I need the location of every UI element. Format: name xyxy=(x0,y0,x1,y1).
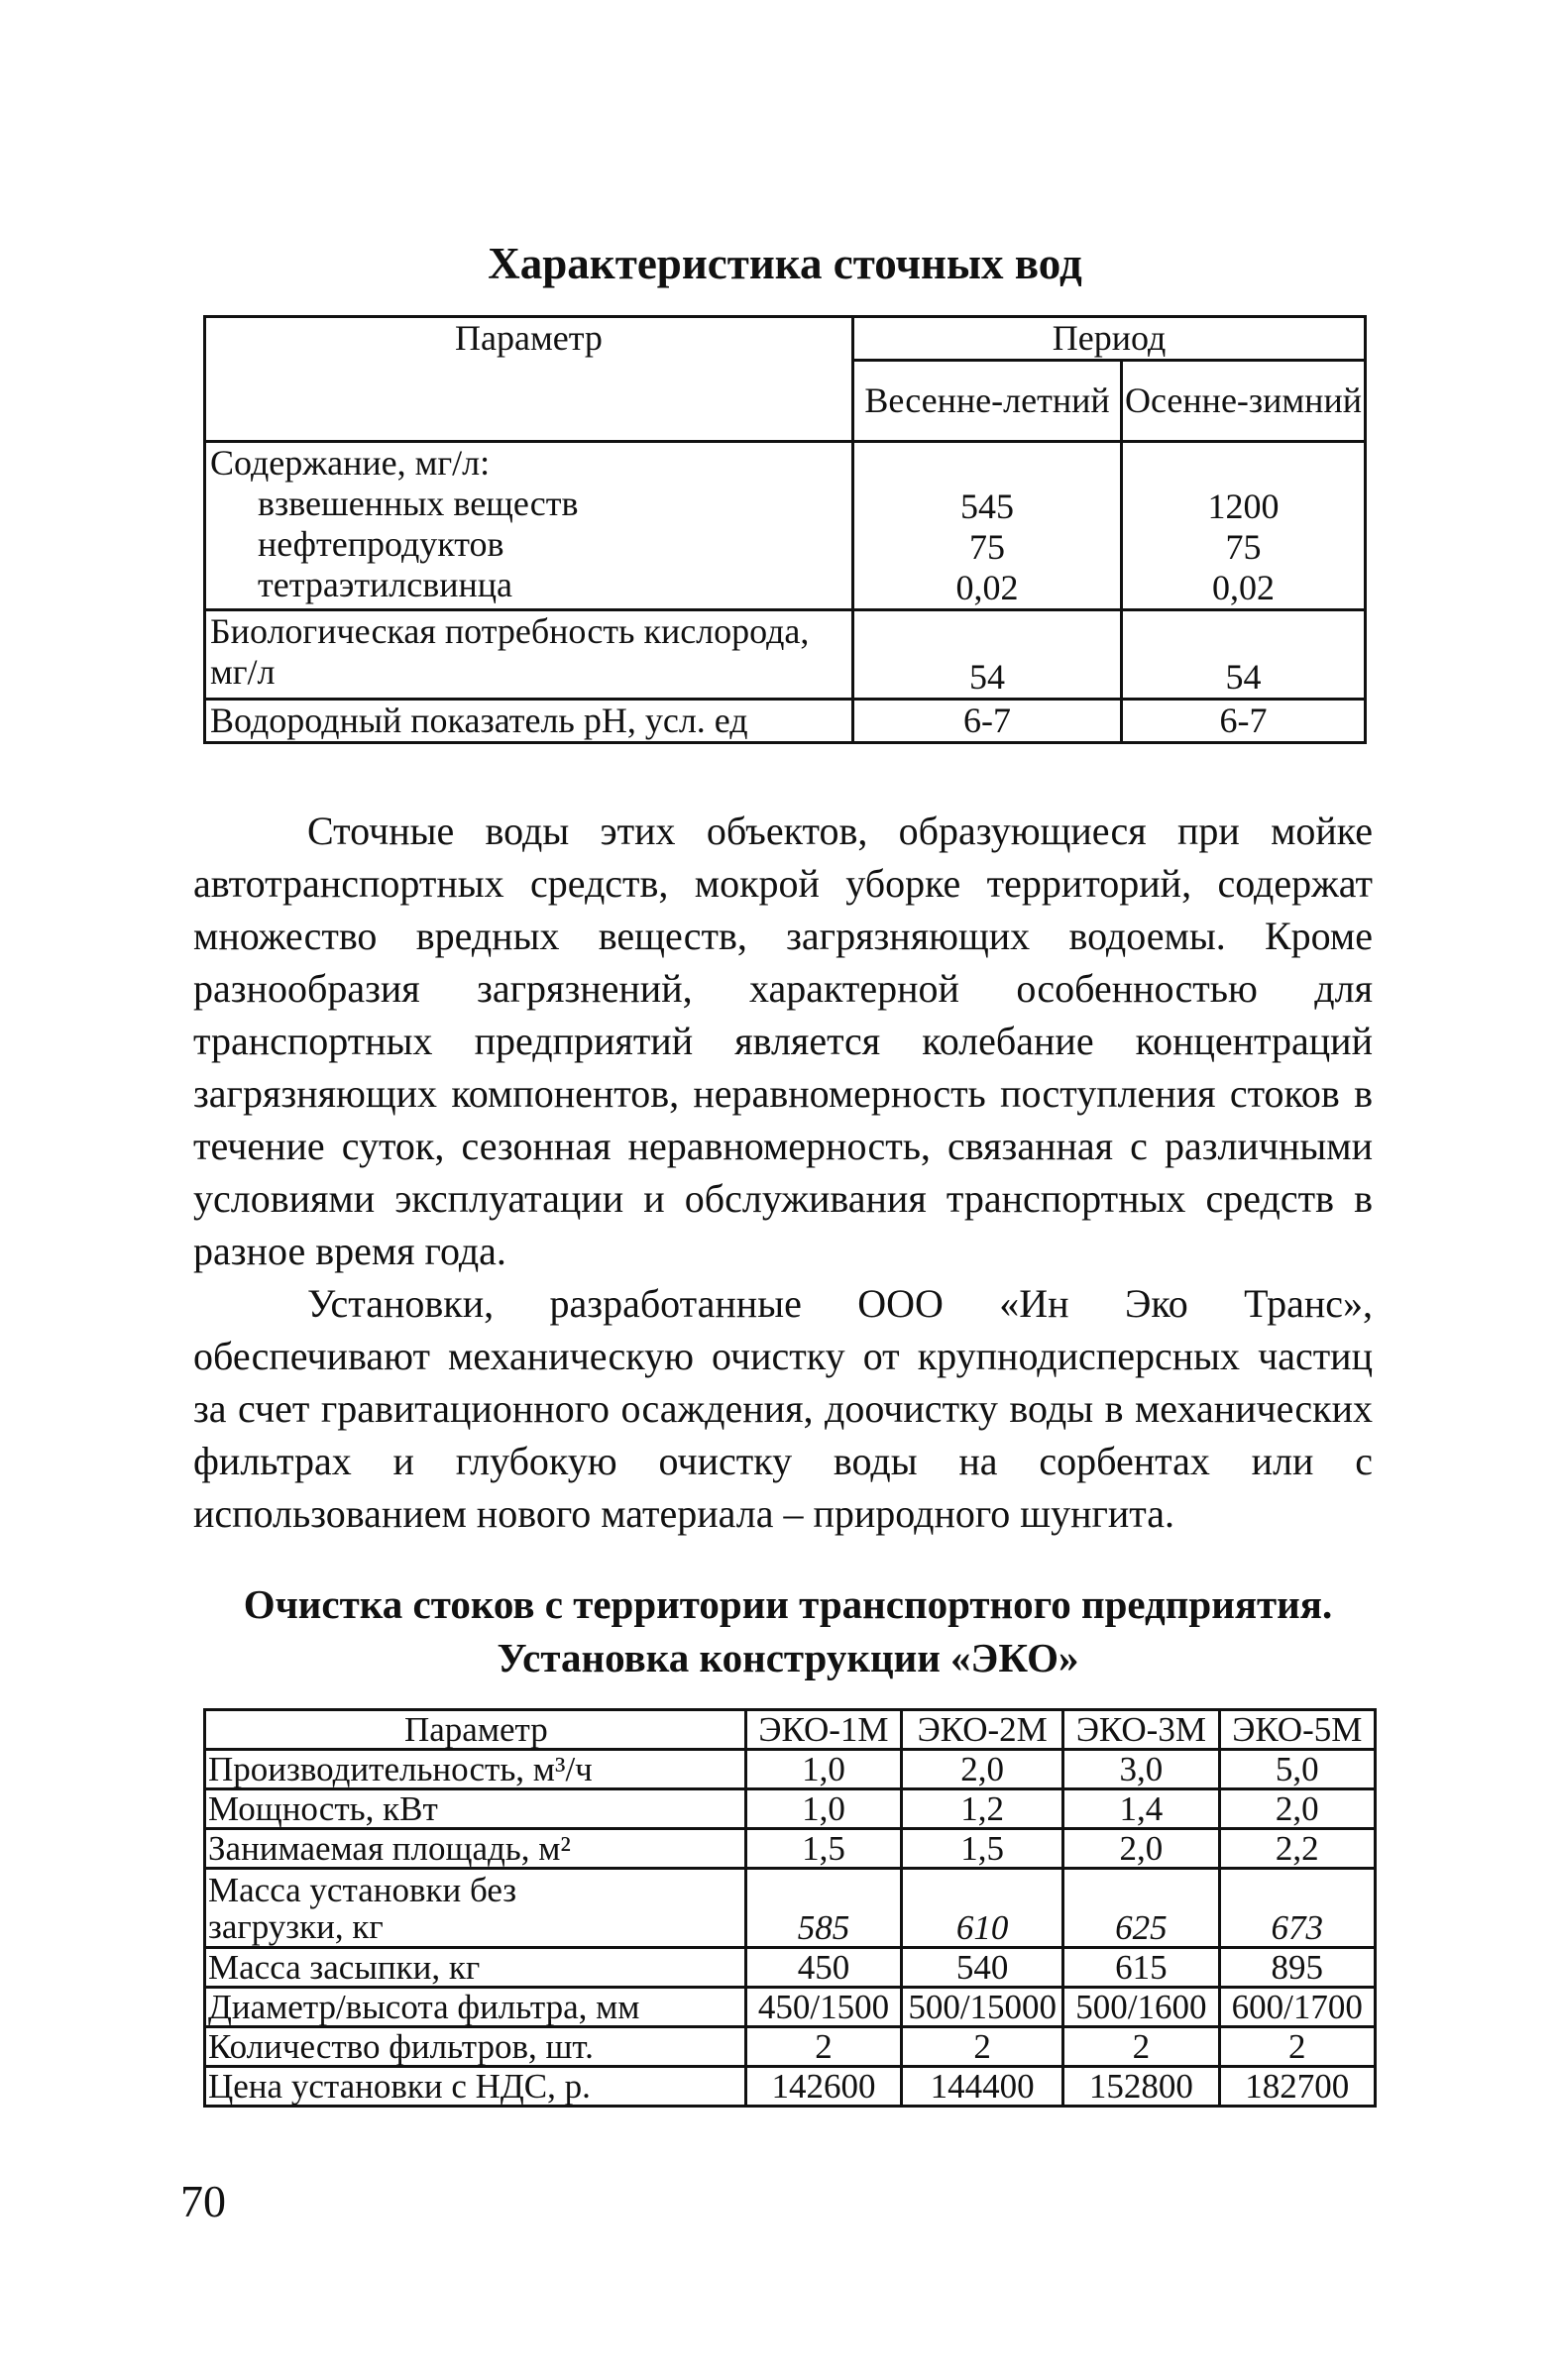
table2-cell: 615 xyxy=(1063,1948,1219,1988)
table1-cell: 545 xyxy=(960,487,1014,526)
table1-cell: 75 xyxy=(1225,527,1262,567)
table1-cell: 0,02 xyxy=(955,568,1019,607)
table2-cell: 1,5 xyxy=(745,1829,901,1869)
table2-row-label: Диаметр/высота фильтра, мм xyxy=(205,1988,746,2027)
table2-row-label: Производительность, м³/ч xyxy=(205,1750,746,1789)
table1-row-label: нефтепродуктов xyxy=(258,524,504,564)
table1-header-autumn: Осенне-зимний xyxy=(1122,361,1366,442)
table2-row-label: Количество фильтров, шт. xyxy=(205,2027,746,2067)
table1-title: Характеристика сточных вод xyxy=(488,239,1082,288)
table2-cell: 625 xyxy=(1063,1869,1219,1948)
wastewater-characteristics-table xyxy=(203,315,1367,744)
table2-cell: 1,0 xyxy=(745,1750,901,1789)
table2-row-label: Мощность, кВт xyxy=(205,1789,746,1829)
table1-group-label: Содержание, мг/л: xyxy=(210,443,491,483)
table2-cell: 2 xyxy=(1063,2027,1219,2067)
table1-cell: 54 xyxy=(1122,610,1366,700)
table1-row-label: тетраэтилсвинца xyxy=(258,565,513,604)
table2-cell: 500/1600 xyxy=(1063,1988,1219,2027)
table1-row-label: взвешенных веществ xyxy=(258,484,579,523)
table2-cell: 2 xyxy=(745,2027,901,2067)
table2-row-label: Занимаемая площадь, м² xyxy=(205,1829,746,1869)
table1-cell: 54 xyxy=(853,610,1122,700)
table2-row-label: Масса засыпки, кг xyxy=(205,1948,746,1988)
table2-cell: 1,5 xyxy=(902,1829,1063,1869)
table1-autumn-values xyxy=(1122,442,1366,610)
table2-cell: 5,0 xyxy=(1219,1750,1375,1789)
table2-cell: 144400 xyxy=(902,2067,1063,2107)
table1-cell: 0,02 xyxy=(1212,568,1275,607)
paragraph: Установки, разработанные ООО «Ин Эко Транс», обеспечивают механическую очистку от крупнодисперсных частиц за счет гравитационного осаждения, доочистку воды в механических фильтрах и глубокую очистку воды на сорбентах или с использованием нового материала – природного шунгита. xyxy=(193,1281,1373,1536)
table2-cell: 600/1700 xyxy=(1219,1988,1375,2027)
table2-cell: 1,0 xyxy=(745,1789,901,1829)
table2-cell: 2,0 xyxy=(1063,1829,1219,1869)
table2-cell: 182700 xyxy=(1219,2067,1375,2107)
body-text xyxy=(193,805,1373,1540)
table2-cell: 540 xyxy=(902,1948,1063,1988)
table1-content-group xyxy=(205,442,853,610)
table1-header-param: Параметр xyxy=(205,317,853,442)
table2-cell: 2 xyxy=(1219,2027,1375,2067)
table1-header-spring: Весенне-летний xyxy=(853,361,1122,442)
table1-bod-label: Биологическая потребность кислорода, мг/л xyxy=(205,610,853,700)
table2-title-line: Очистка стоков с территории транспортного предприятия. xyxy=(243,1581,1333,1627)
table2-cell: 1,4 xyxy=(1063,1789,1219,1829)
table2-header-cell: Параметр xyxy=(205,1710,746,1750)
table1-spring-values xyxy=(853,442,1122,610)
table2-cell: 2,0 xyxy=(902,1750,1063,1789)
table2-header-cell: ЭКО-1М xyxy=(745,1710,901,1750)
table2-cell: 152800 xyxy=(1063,2067,1219,2107)
table1-cell: 6-7 xyxy=(853,700,1122,743)
table2-cell: 585 xyxy=(745,1869,901,1948)
page-number: 70 xyxy=(180,2176,226,2226)
table1-ph-label: Водородный показатель pH, усл. ед xyxy=(205,700,853,743)
table2-cell: 1,2 xyxy=(902,1789,1063,1829)
table2-cell: 3,0 xyxy=(1063,1750,1219,1789)
table2-header-cell: ЭКО-2М xyxy=(902,1710,1063,1750)
eko-units-table xyxy=(203,1708,1377,2108)
table2-cell: 142600 xyxy=(745,2067,901,2107)
table2-header-cell: ЭКО-3М xyxy=(1063,1710,1219,1750)
table2-cell: 895 xyxy=(1219,1948,1375,1988)
table2-cell: 2,2 xyxy=(1219,1829,1375,1869)
table2-cell: 450/1500 xyxy=(745,1988,901,2027)
paragraph: Сточные воды этих объектов, образующиеся при мойке автотранспортных средств, мокрой уборке территорий, содержат множество вредных веществ, загрязняющих водоемы. Кроме разнообразия загрязнений, характерной особенностью для транспортных предприятий является колебание концентраций загрязняющих компонентов, неравномерность поступления стоков в течение суток, сезонная неравномерность, связанная с различными условиями эксплуатации и обслуживания транспортных средств в разное время года. xyxy=(193,809,1373,1273)
table2-header-cell: ЭКО-5М xyxy=(1219,1710,1375,1750)
table2-title-line: Установка конструкции «ЭКО» xyxy=(497,1635,1079,1680)
table1-header-period: Период xyxy=(853,317,1366,361)
table2-cell: 2,0 xyxy=(1219,1789,1375,1829)
table2-cell: 450 xyxy=(745,1948,901,1988)
table2-cell: 2 xyxy=(902,2027,1063,2067)
table1-cell: 75 xyxy=(969,527,1005,567)
table1-cell: 6-7 xyxy=(1122,700,1366,743)
table2-title xyxy=(198,1577,1378,1684)
table1-cell: 1200 xyxy=(1207,487,1280,526)
table2-cell: 500/15000 xyxy=(902,1988,1063,2027)
table2-cell: 610 xyxy=(902,1869,1063,1948)
table2-row-label: Цена установки с НДС, р. xyxy=(205,2067,746,2107)
table2-row-label: Масса установки без загрузки, кг xyxy=(205,1869,746,1948)
table2-cell: 673 xyxy=(1219,1869,1375,1948)
